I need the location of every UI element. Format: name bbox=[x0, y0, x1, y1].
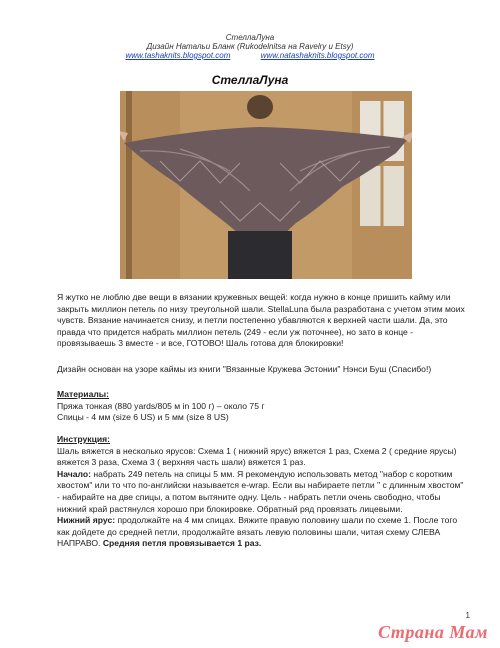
lower-label: Нижний ярус: bbox=[57, 515, 116, 526]
page-number: 1 bbox=[465, 611, 470, 620]
instructions-heading: Инструкция: bbox=[57, 434, 111, 444]
instructions-start bbox=[57, 469, 467, 515]
materials-yarn: Пряжа тонкая (880 yards/805 м in 100 г) – около 75 г bbox=[57, 400, 265, 411]
lower-text: продолжайте на 4 мм спицах. Вяжите правую половину шали по схеме 1. После того как дойдете до средней петли, продолжайте вязать левую половины шали, читая схему СЛЕВА НАПРАВО. bbox=[57, 515, 458, 549]
materials-section bbox=[57, 389, 467, 424]
header-subtitle: Дизайн Натальи Бланк (Rukodelnitsa на Ravelry и Etsy) bbox=[146, 42, 354, 51]
materials-heading: Материалы: bbox=[57, 389, 110, 399]
document-title: СтеллаЛуна bbox=[211, 73, 289, 87]
start-label: Начало: bbox=[57, 468, 91, 479]
blog-link-1[interactable]: www.tashaknits.blogspot.com bbox=[125, 51, 231, 60]
header-title: СтеллаЛуна bbox=[225, 33, 275, 42]
materials-needles: Спицы - 4 мм (size 6 US) и 5 мм (size 8 US) bbox=[57, 412, 229, 423]
intro-paragraph: Я жутко не люблю две вещи в вязании кружевных вещей: когда нужно в конце пришить кайму или закрыть миллион петель по низу треугольной шали. StellaLuna была разработана с учетом этим моих чувств. Вязание начинается снизу, и петли постепенно убавляются к верхней части шали. Да, это правда что придется набрать миллион петель (249 - если уж поточнее), но зато в конце - провязываешь 3 вместе - и все, ГОТОВО! Шаль готова для блокировки! bbox=[57, 292, 465, 349]
header-links bbox=[0, 51, 500, 60]
shawl-photo bbox=[120, 91, 412, 279]
lower-bold: Средняя петля провязывается 1 раз. bbox=[102, 538, 262, 549]
design-credit: Дизайн основан на узоре каймы из книги "Вязанные Кружева Эстонии" Нэнси Буш (Спасибо!) bbox=[57, 364, 432, 374]
watermark-logo: Страна Мам bbox=[378, 622, 488, 642]
instructions-lower bbox=[57, 515, 467, 550]
blog-link-2[interactable]: www.natashaknits.blogspot.com bbox=[260, 51, 375, 60]
instructions-section bbox=[57, 434, 467, 550]
instructions-tiers: Шаль вяжется в несколько ярусов: Схема 1 ( нижний ярус) вяжется 1 раз, Схема 2 ( средние ярусы) вяжется 3 раза, Схема 3 ( верхняя часть шали) вяжется 1 раз. bbox=[57, 445, 457, 468]
knitted-shawl-photo-icon bbox=[120, 91, 412, 279]
start-text: набрать 249 петель на спицы 5 мм. Я рекомендую использовать метод "набор с коротким хвостом" или то что по-английски называется e-wrap. Если вы набираете петли " с длинным хвостом" - набирайте на две спицы, а потом вытяните одну. Цель - набрать петли очень свободно, чтобы нижний край растянулся хорошо при блокировке. Обратный ряд провязать лицевыми. bbox=[57, 468, 464, 514]
